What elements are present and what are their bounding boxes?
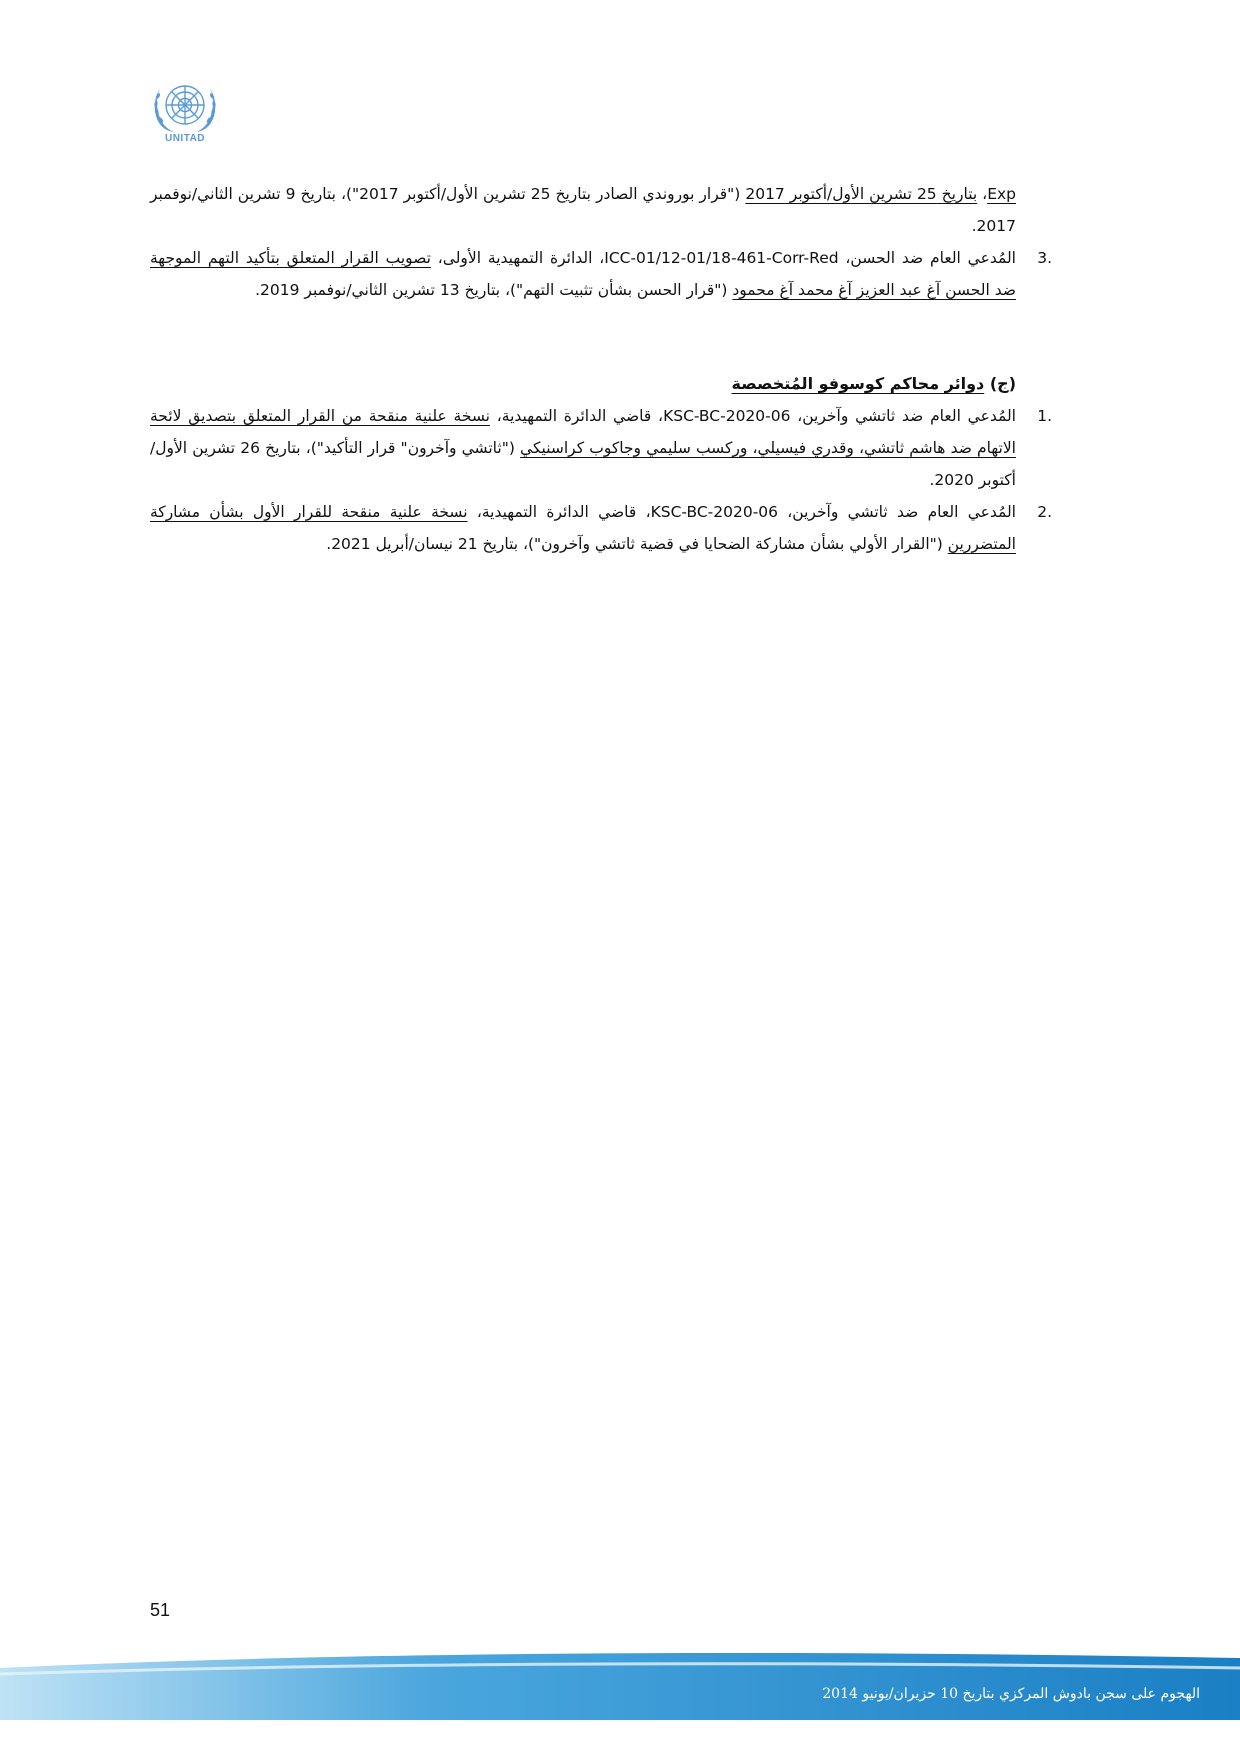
document-body xyxy=(150,178,1052,560)
case-number: KSC-BC-2020-06 xyxy=(663,407,791,425)
list-item xyxy=(150,400,1052,496)
citation-text: المُدعي العام ضد ثاتشي وآخرين، xyxy=(790,407,1016,425)
list-item xyxy=(150,242,1052,306)
citation-text: ، قاضي الدائرة التمهيدية، xyxy=(489,407,664,425)
section-title: دوائر محاكم كوسوفو المُتخصصة xyxy=(731,374,985,393)
item-number: 2. xyxy=(1037,503,1052,521)
item-number: 1. xyxy=(1037,407,1052,425)
citation-text: المُدعي العام ضد الحسن، xyxy=(838,249,1016,267)
citation-text: ، xyxy=(977,185,988,203)
list-item xyxy=(150,496,1052,560)
citation-text: ("ثاتشي وآخرون" قرار التأكيد")، بتاريخ 26 تشرين الأول/أكتوبر 2020. xyxy=(150,439,1016,489)
case-number: ICC-01/12-01/18-461-Corr-Red xyxy=(604,249,839,267)
citation-ref: Exp xyxy=(987,185,1016,203)
citation-text: ، الدائرة التمهيدية الأولى، xyxy=(430,249,605,267)
case-number: KSC-BC-2020-06 xyxy=(650,503,779,521)
section-letter: (ج) xyxy=(989,374,1016,393)
citation-text: ("قرار بوروندي الصادر بتاريخ 25 تشرين الأول/أكتوبر 2017")، بتاريخ 9 تشرين الثاني/نوفمبر 2017. xyxy=(150,185,1016,235)
section-heading xyxy=(150,368,1016,400)
continued-citation xyxy=(150,178,1016,242)
page-number: 51 xyxy=(150,1600,171,1620)
logo-wordmark: UNITAD xyxy=(164,133,206,144)
footer-caption: الهجوم على سجن بادوش المركزي بتاريخ 10 حزيران/يونيو 2014 xyxy=(822,1686,1200,1702)
citation-text: المُدعي العام ضد ثاتشي وآخرين، xyxy=(778,503,1016,521)
citation-text: ("القرار الأولي بشأن مشاركة الضحايا في قضية ثاتشي وآخرون")، بتاريخ 21 نيسان/أبريل 2021. xyxy=(326,535,948,553)
citation-text: ("قرار الحسن بشأن تثبيت التهم")، بتاريخ 13 تشرين الثاني/نوفمبر 2019. xyxy=(255,281,733,299)
citation-title: نسخة علنية منقحة من القرار المتعلق بتصديق لائحة الاتهام ضد هاشم ثاتشي، وقدري فيسيلي، وركسب سليمي وجاكوب كراسنيكي xyxy=(150,407,1016,457)
item-number: 3. xyxy=(1037,249,1052,267)
citation-title: تصويب القرار المتعلق بتأكيد التهم الموجهة ضد الحسن آغ عبد العزيز آغ محمد آغ محمود xyxy=(150,249,1016,299)
citation-text: ، قاضي الدائرة التمهيدية، xyxy=(467,503,651,521)
un-emblem-icon xyxy=(150,76,220,138)
citation-title: بتاريخ 25 تشرين الأول/أكتوبر 2017 xyxy=(745,185,978,203)
citation-title: نسخة علنية منقحة للقرار الأول بشأن مشاركة المتضررين xyxy=(150,503,1016,553)
